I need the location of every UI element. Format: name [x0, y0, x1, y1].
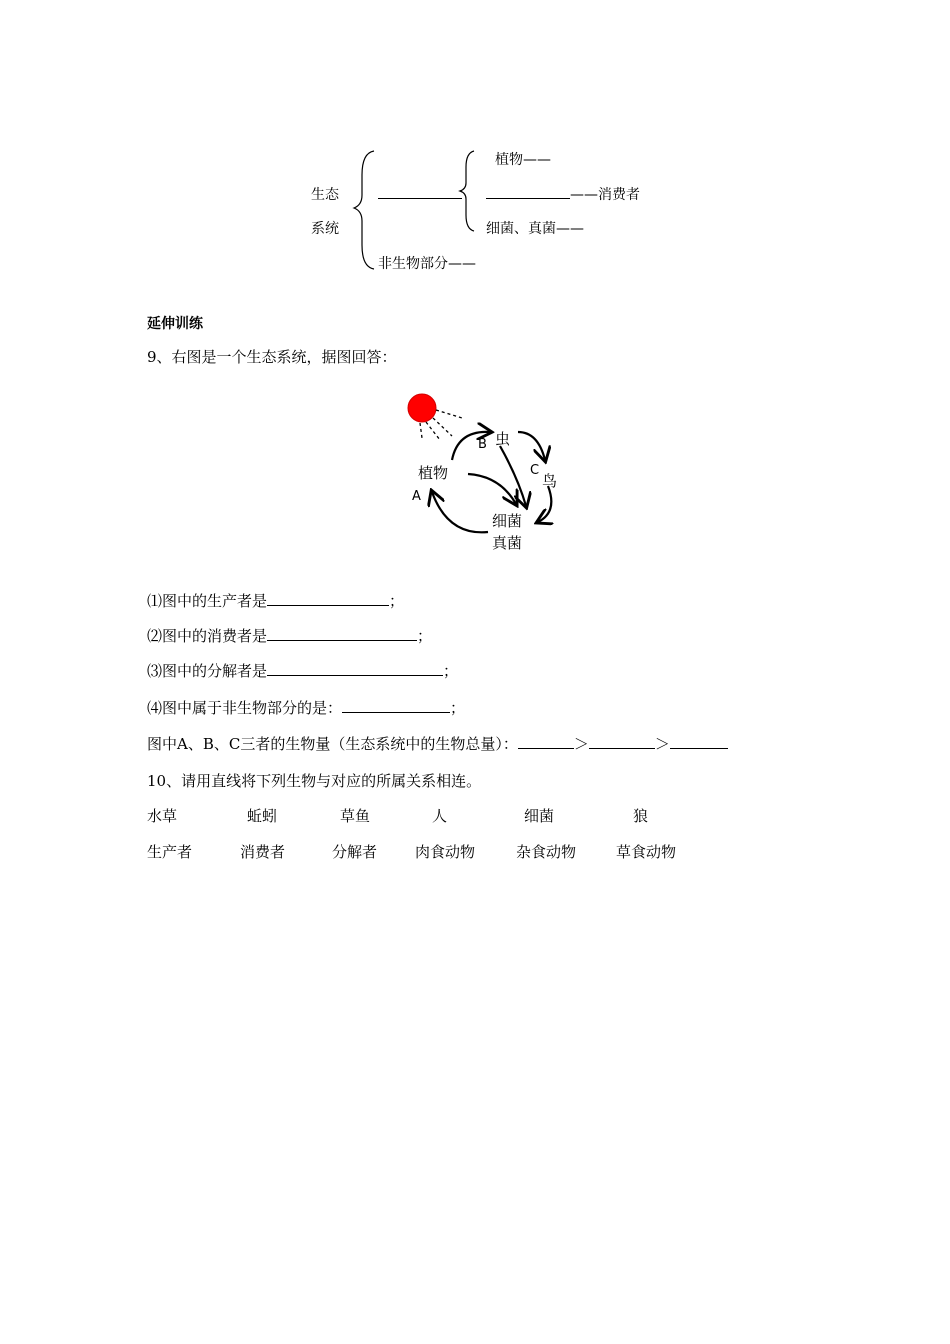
plants-label: 植物—— [495, 152, 551, 168]
q9-sub2-text: ⑵图中的消费者是 [147, 627, 268, 645]
organism-item[interactable]: 狼 [633, 807, 649, 825]
q10-prompt: 10、请用直线将下列生物与对应的所属关系相连。 [147, 772, 482, 790]
diagram-decomposer-2: 真菌 [492, 534, 523, 552]
q9-sub1-end: ； [389, 592, 405, 610]
arrow-insect-to-decomposer [500, 446, 526, 506]
q9-sub4-blank[interactable] [342, 698, 450, 713]
organism-item[interactable]: 水草 [147, 807, 178, 825]
big-brace [354, 151, 374, 269]
q9-sub2-blank[interactable] [267, 626, 417, 641]
small-brace [460, 151, 474, 231]
q9-sub3-text: ⑶图中的分解者是 [147, 662, 268, 680]
diagram-insect: 虫 [495, 430, 511, 448]
q9-biomass [147, 733, 728, 754]
q9-sub1-text: ⑴图中的生产者是 [147, 592, 268, 610]
category-item[interactable]: 草食动物 [616, 843, 677, 861]
organism-item[interactable]: 细菌 [524, 807, 555, 825]
arrow-insect-to-bird [518, 432, 545, 460]
biomass-blank-1[interactable] [518, 734, 574, 749]
q9-sub4-end: ； [450, 699, 466, 717]
q9-sub3 [147, 660, 458, 681]
diagram-label-c: C [530, 463, 540, 478]
abiotic-label: 非生物部分—— [378, 256, 476, 272]
biomass-blank-3[interactable] [670, 734, 728, 749]
category-item[interactable]: 肉食动物 [415, 843, 476, 861]
q9-biomass-text: 图中A、B、C三者的生物量（生态系统中的生物总量）： [147, 735, 518, 753]
arrow-decomposer-to-plant [432, 492, 488, 532]
organism-item[interactable]: 人 [432, 807, 448, 825]
organism-item[interactable]: 蚯蚓 [247, 807, 278, 825]
arrow-plant-to-decomposer [468, 474, 516, 504]
diagram-plant: 植物 [418, 464, 449, 482]
diagram-bird: 鸟 [542, 472, 558, 490]
gt-sign-2: ＞ [654, 735, 670, 753]
sun-icon [408, 394, 436, 422]
biotic-blank [378, 198, 462, 199]
decomposer-label: 细菌、真菌—— [486, 221, 584, 237]
ecosystem-label-2: 系统 [311, 221, 339, 237]
category-item[interactable]: 分解者 [332, 843, 378, 861]
gt-sign-1: ＞ [573, 735, 589, 753]
q9-sub4 [147, 697, 465, 718]
q9-sub1 [147, 590, 404, 611]
q9-prompt: 9、右图是一个生态系统，据图回答： [147, 348, 397, 366]
section-title: 延伸训练 [147, 316, 203, 332]
consumer-label: ——消费者 [570, 187, 640, 203]
organism-item[interactable]: 草鱼 [340, 807, 371, 825]
diagram-label-b: B [478, 437, 487, 452]
category-item[interactable]: 生产者 [147, 843, 193, 861]
category-item[interactable]: 杂食动物 [516, 843, 577, 861]
q9-sub1-blank[interactable] [267, 591, 389, 606]
q9-sub2-end: ； [417, 627, 433, 645]
arrow-bird-to-decomposer [538, 486, 551, 522]
category-item[interactable]: 消费者 [240, 843, 286, 861]
consumer-blank [486, 198, 570, 199]
q9-sub2 [147, 625, 432, 646]
ecosystem-label-1: 生态 [311, 187, 339, 203]
ecosystem-diagram [400, 388, 580, 558]
diagram-label-a: A [412, 489, 421, 504]
q9-sub3-blank[interactable] [267, 661, 443, 676]
q9-sub4-text: ⑷图中属于非生物部分的是： [147, 699, 343, 717]
q9-sub3-end: ； [443, 662, 459, 680]
ecosystem-svg [400, 388, 580, 558]
biomass-blank-2[interactable] [589, 734, 655, 749]
diagram-decomposer-1: 细菌 [492, 512, 523, 530]
